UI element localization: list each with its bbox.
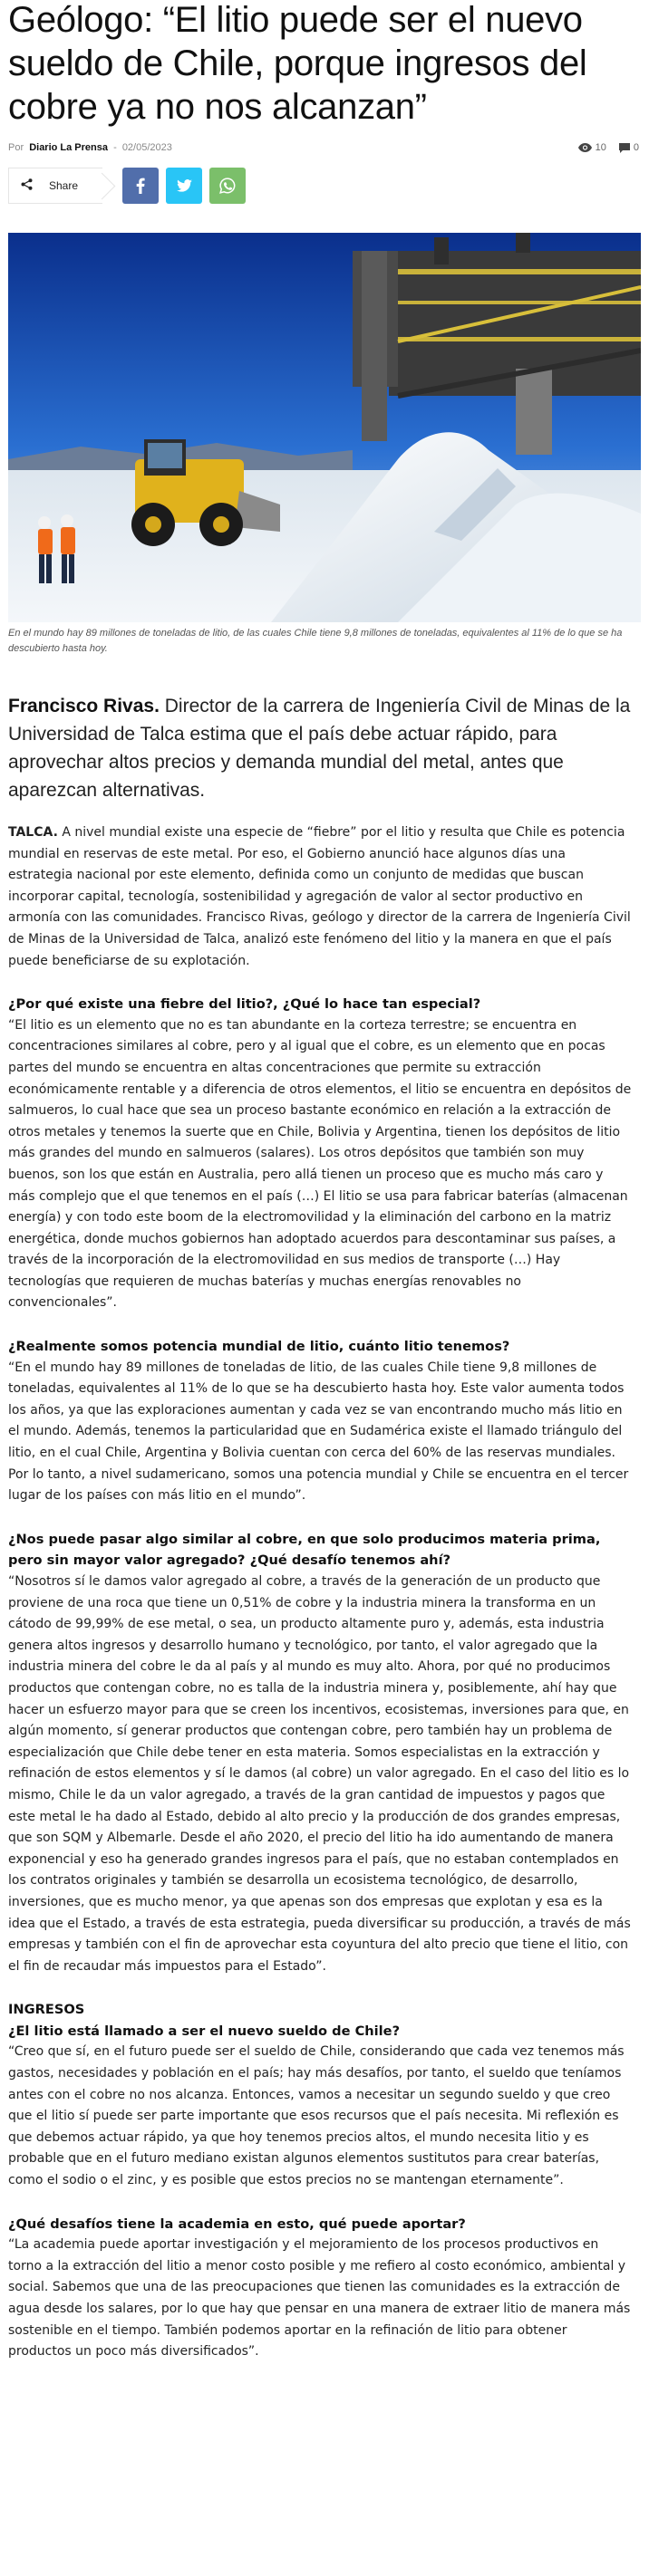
question-5: ¿Qué desafíos tiene la academia en esto, qué puede aportar? [8, 2216, 466, 2232]
whatsapp-icon [219, 178, 236, 194]
lead-name: Francisco Rivas. [8, 696, 160, 716]
answer-4: “Creo que sí, en el futuro puede ser el sueldo de Chile, considerando que cada vez tenemos más gastos, necesidades y población en el país; hay más desafíos, por tanto, el sueldo que teníamos antes con el cobre no nos alcanza. Entonces, vamos a necesitar un segundo sueldo y que creo que el litio sí puede ser parte importante que esos recursos que el país necesita. Mi reflexión es que debemos actuar rápido, ya que hoy tenemos precios altos, el mundo necesita litio y es probable que en el futuro mediano existan algunos elementos sustitutos para crear baterías, como el sodio o el zinc, y es posible que estos precios no se mantengan eternamente”. [8, 2044, 625, 2188]
facebook-icon [136, 178, 145, 194]
dateline: TALCA. [8, 825, 58, 840]
intro-paragraph [8, 822, 632, 972]
by-label: Por [8, 142, 24, 153]
article-body [8, 822, 641, 2363]
share-button[interactable] [8, 168, 102, 204]
question-4: ¿El litio está llamado a ser el nuevo sueldo de Chile? [8, 2023, 401, 2039]
hero-image [8, 233, 641, 622]
image-caption: En el mundo hay 89 millones de toneladas de litio, de las cuales Chile tiene 9,8 millones de toneladas, equivalentes al 11% de lo que se ha descubierto hasta hoy. [8, 628, 623, 654]
twitter-icon [177, 179, 192, 192]
twitter-share-button[interactable] [166, 168, 202, 204]
answer-3: “Nosotros sí le damos valor agregado al cobre, a través de la generación de un producto que proviene de una roca que tiene un 0,51% de cobre y la industria minera la transforma en un cátodo de 99,99% de ese metal, o sea, un producto altamente puro y, además, esta industria genera altos ingresos y desarrollo humano y tecnológico, por tanto, el valor agregado que la industria minera del cobre le da al país y al mundo es muy alto. Ahora, por qué no producimos productos que contengan cobre, no es talla de la industria minera y, posiblemente, ahí hay que hacer un esfuerzo mayor para que se creen los incentivos, ecosistemas, inversiones para que, en algún momento, sí generar productos que contengan cobre, pero también hay un problema de especialización que Chile debe tener en esta materia. Somos especialistas en la extracción y refinación de estos elementos y sí le damos (al cobre) un valor agregado. En el caso del litio es lo mismo, Chile le da un valor agregado, a través de la gran cantidad de impuestos y pagos que este metal le ha dado al Estado, debido al alto precio y la producción de dos grandes empresas, que son SQM y Albemarle. Desde el año 2020, el precio del litio ha ido aumentando de manera exponencial y eso ha generado grandes ingresos para el país, que no estaban contemplados en los contratos originales y también se desarrolla un ecosistema tecnológico, de desarrollo, inversiones, que es mucho menor, ya que apenas son dos empresas que explotan y esa es la idea que el Estado, a través de esta estrategia, pueda diversificar su producción, a través de más empresas y también con el fin de aprovechar esta coyuntura del alto precio que tiene el litio, con el fin de recaudar más impuestos para el Estado”. [8, 1574, 631, 1974]
question-1: ¿Por qué existe una fiebre del litio?, ¿Qué lo hace tan especial? [8, 996, 481, 1013]
meta-stats [578, 142, 641, 153]
intro-text: A nivel mundial existe una especie de “fiebre” por el litio y resulta que Chile es potencia mundial en reservas de este metal. Por eso, el Gobierno anunció hace algunos días una estrategia nacional por este elemento, definida como un conjunto de medidas que buscan incorporar capital, tecnología, sostenibilidad y agregación de valor al sector productivo en armonía con las comunidades. Francisco Rivas, geólogo y director de la carrera de Ingeniería Civil de Minas de la Universidad de Talca, analizó este fenómeno del litio y la manera en que el país puede beneficiarse de su explotación. [8, 825, 631, 968]
meta-left [8, 142, 175, 153]
eye-icon [578, 143, 592, 152]
answer-2: “En el mundo hay 89 millones de toneladas de litio, de las cuales Chile tiene 9,8 millones de toneladas, equivalentes al 11% de lo que se ha descubierto hasta hoy. Este valor aumenta todos los años, ya que las exploraciones aumentan y cada vez se van encontrando mucho más litio en el mundo. Además, tenemos la particularidad que en Sudamérica existe el llamado triángulo del litio, en el cual Chile, Argentina y Bolivia cuentan con cerca del 60% de las reservas mundiales. Por lo tanto, a nivel sudamericano, somos una potencia mundial y Chile se encuentra en el tercer lugar de los países con más litio en el mundo”. [8, 1360, 629, 1504]
whatsapp-share-button[interactable] [209, 168, 246, 204]
share-bar [8, 168, 641, 204]
publish-date: 02/05/2023 [121, 142, 172, 153]
comment-icon [619, 143, 630, 153]
share-label: Share [49, 179, 79, 192]
article-meta [8, 139, 641, 156]
article-lead [8, 692, 637, 804]
views-counter [578, 142, 606, 153]
answer-5: “La academia puede aportar investigación y el mejoramiento de los procesos productivos en torno a la extracción del litio a menor costo posible y me refiero al costo económico, ambiental y social. Sabemos que una de las preocupaciones que tienen las comunidades es la extracción de agua desde los salares, por lo que hay que pensar en una manera de extraer litio de manera más sostenible en el tiempo. También podemos aportar en la refinación de litio para obtener productos un poco más diversificados”. [8, 2237, 631, 2360]
meta-separator: - [113, 142, 117, 153]
views-count: 10 [595, 142, 606, 153]
comments-count: 0 [633, 142, 639, 153]
question-2: ¿Realmente somos potencia mundial de litio, cuánto litio tenemos? [8, 1339, 510, 1355]
section-heading-ingresos: INGRESOS [8, 2002, 85, 2018]
lead-text: Director de la carrera de Ingeniería Civil de Minas de la Universidad de Talca estima que el país debe actuar rápido, para aprovechar altos precios y demanda mundial del metal, antes que aparezcan alternativas. [8, 696, 631, 801]
facebook-share-button[interactable] [122, 168, 159, 204]
share-icon [9, 178, 44, 193]
comments-counter[interactable] [619, 142, 639, 153]
article-title: Geólogo: “El litio puede ser el nuevo sueldo de Chile, porque ingresos del cobre ya no nos alcanzan” [8, 0, 587, 127]
answer-1: “El litio es un elemento que no es tan abundante en la corteza terrestre; se encuentra en concentraciones similares al cobre, pero y al igual que el cobre, es un elemento que en pocas partes del mundo se encuentra en altas concentraciones que permite su extracción económicamente rentable y a diferencia de otros elementos, el litio se encuentra en depósitos de salmueros, lo cual hace que sea un proceso bastante económico en relación a la extracción de otros metales y tenemos la suerte que en Chile, Bolivia y Argentina, tienen los depósitos de litio más grandes del mundo en salmueros (salares). Los otros depósitos que también son muy buenos, son los que están en Australia, pero allá tienen un proceso que es mucho más caro y más complejo que el que tenemos en el país (…) El litio se usa para fabricar baterías (almacenan energía) y con todo este boom de la electromovilidad y la eliminación del carbono en la matriz energética, donde muchos gobiernos han adoptado acuerdos para descontaminar sus países, a través de la incorporación de la electromovilidad en sus medios de transporte (…) Hay tecnologías que requieren de muchas baterías y muchas energías renovables no convencionales”. [8, 1017, 632, 1311]
question-3: ¿Nos puede pasar algo similar al cobre, en que solo producimos materia prima, pero sin mayor valor agregado? ¿Qué desafío tenemos ahí? [8, 1531, 601, 1569]
lithium-mine-photo [8, 233, 641, 622]
author-link[interactable]: Diario La Prensa [29, 142, 109, 153]
